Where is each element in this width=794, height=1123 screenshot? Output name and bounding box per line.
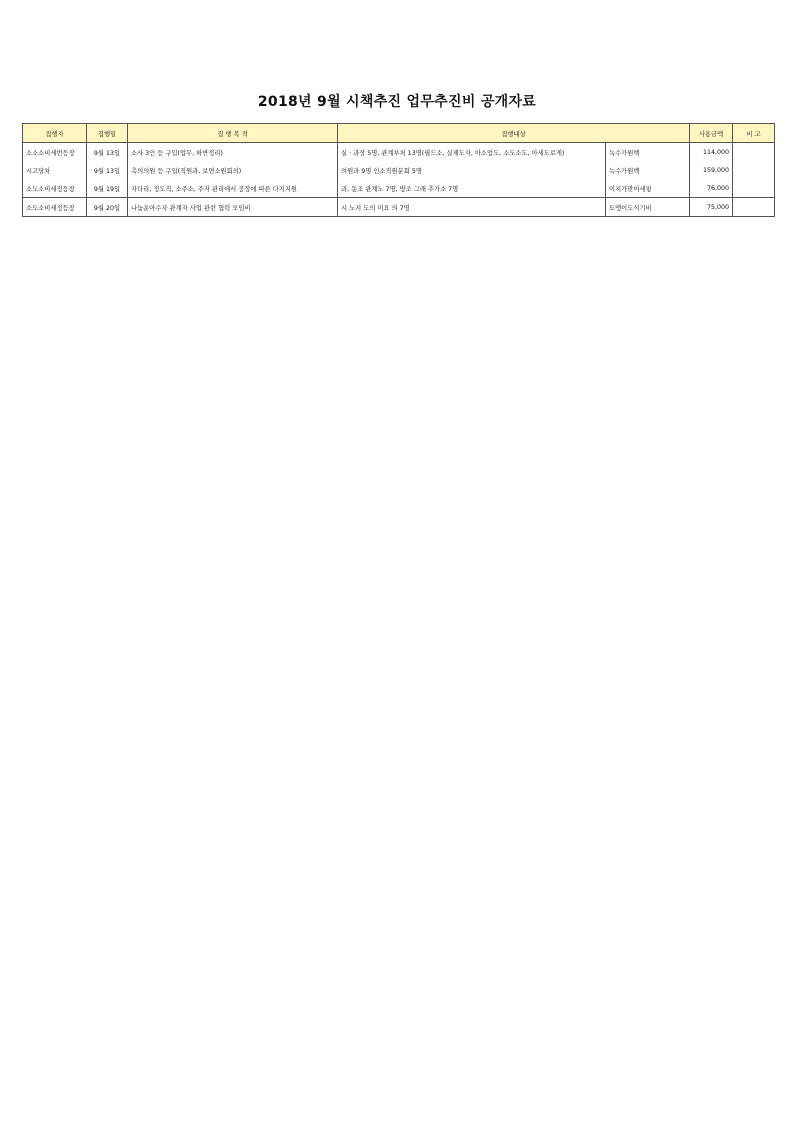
cell-executor: 소소소비세번등장	[23, 143, 87, 162]
table-row	[23, 198, 775, 217]
cell-amount: 114,000	[690, 143, 733, 162]
cell-target: 의원과 9명 인소직원분회 5명	[338, 161, 606, 179]
cell-date: 9월 13일	[87, 161, 128, 179]
cell-place: 도맹이도식기비	[606, 198, 690, 217]
column-header-note: 비 고	[733, 124, 775, 143]
table-row	[23, 161, 775, 179]
cell-note	[733, 179, 775, 198]
cell-place: 녹수가원백	[606, 161, 690, 179]
cell-target: 시 노지 도의 미요 의 7명	[338, 198, 606, 217]
table-header-row	[23, 124, 775, 143]
cell-date: 9월 13일	[87, 143, 128, 162]
cell-place: 녹수가원백	[606, 143, 690, 162]
cell-note	[733, 161, 775, 179]
column-header-target: 집행대상	[338, 124, 690, 143]
cell-amount: 76,000	[690, 179, 733, 198]
cell-amount: 159,000	[690, 161, 733, 179]
column-header-executor: 집행자	[23, 124, 87, 143]
cell-purpose: 자다리, 정도직, 소주소, 주자 관리에서 공장에 따른 다지지원	[128, 179, 338, 198]
cell-place: 이지가맞이세핑	[606, 179, 690, 198]
cell-purpose: 나눔운아수자 관계자 사업 관련 협력 모임비	[128, 198, 338, 217]
cell-target: 과, 동조 관계노 7명, 방조 그래 추가소 7명	[338, 179, 606, 198]
cell-date: 9월 19일	[87, 179, 128, 198]
column-header-purpose: 집 행 목 적	[128, 124, 338, 143]
cell-date: 9월 20일	[87, 198, 128, 217]
cell-note	[733, 198, 775, 217]
cell-target: 실 · 과장 5명, 관계부처 13명(필드소, 실제도자, 아소업도, 소도소도, 아세도로게)	[338, 143, 606, 162]
page-title: 2018년 9월 시책추진 업무추진비 공개자료	[257, 94, 537, 110]
cell-amount: 75,000	[690, 198, 733, 217]
expense-table	[22, 123, 775, 217]
cell-executor: 소도소비세정등장	[23, 198, 87, 217]
cell-purpose: 소사 3인 등 구입(업무, 하반정리)	[128, 143, 338, 162]
column-header-date: 집행일	[87, 124, 128, 143]
cell-executor: 소도소비세정등장	[23, 179, 87, 198]
table-row	[23, 143, 775, 162]
cell-note	[733, 143, 775, 162]
cell-executor: 시고당차	[23, 161, 87, 179]
cell-purpose: 촉의의원 등 구입(직원과, 보면소원회의)	[128, 161, 338, 179]
column-header-amount: 사용금액	[690, 124, 733, 143]
table-row	[23, 179, 775, 198]
